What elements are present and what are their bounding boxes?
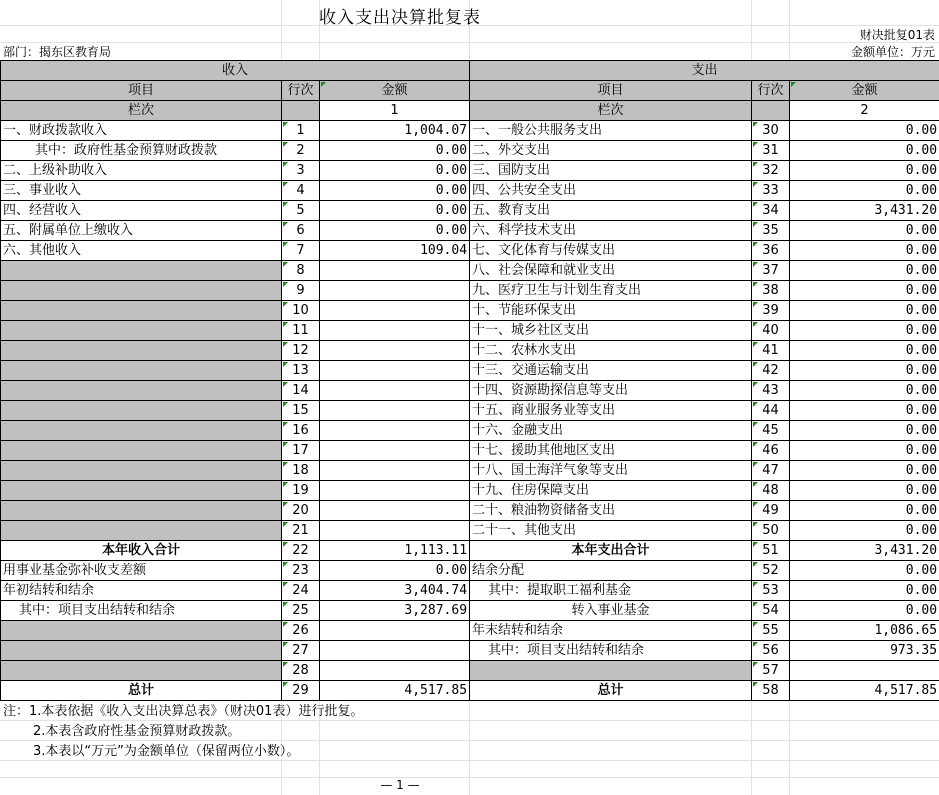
income-amount-cell — [320, 621, 470, 641]
income-amount-cell: 1,113.11 — [320, 541, 470, 561]
income-line-cell: 12 — [282, 341, 320, 361]
income-item-cell — [1, 461, 282, 481]
expense-line-cell: 35 — [752, 221, 790, 241]
expense-item-cell: 五、教育支出 — [470, 201, 752, 221]
expense-line-cell: 32 — [752, 161, 790, 181]
table-row — [1, 601, 939, 621]
expense-amount-cell: 0.00 — [790, 181, 939, 201]
table-row — [1, 541, 939, 561]
expense-line-cell: 47 — [752, 461, 790, 481]
expense-line-cell: 50 — [752, 521, 790, 541]
table-row — [1, 181, 939, 201]
income-amount-cell: 4,517.85 — [320, 681, 470, 701]
income-item-cell: 本年收入合计 — [1, 541, 282, 561]
expense-item-cell: 十、节能环保支出 — [470, 301, 752, 321]
expense-item-cell: 十三、交通运输支出 — [470, 361, 752, 381]
income-amount-cell: 3,287.69 — [320, 601, 470, 621]
report-title: 收入支出决算批复表 — [319, 8, 481, 28]
table-row — [1, 561, 939, 581]
income-line-cell: 16 — [282, 421, 320, 441]
table-row — [1, 121, 939, 141]
income-line-cell: 7 — [282, 241, 320, 261]
expense-line-cell: 31 — [752, 141, 790, 161]
note-1: 注：1.本表依据《收入支出决算总表》（财决01表）进行批复。 — [3, 704, 364, 719]
income-item-cell: 其中：项目支出结转和结余 — [1, 601, 282, 621]
income-line-cell: 3 — [282, 161, 320, 181]
expense-amount-cell: 0.00 — [790, 461, 939, 481]
income-line-cell: 13 — [282, 361, 320, 381]
income-line-cell: 15 — [282, 401, 320, 421]
expense-amount-cell: 0.00 — [790, 601, 939, 621]
income-amount-cell — [320, 361, 470, 381]
income-item-cell — [1, 281, 282, 301]
income-line-cell: 20 — [282, 501, 320, 521]
expense-line-cell: 46 — [752, 441, 790, 461]
expense-amount-cell: 3,431.20 — [790, 541, 939, 561]
expense-line-cell: 45 — [752, 421, 790, 441]
table-row — [1, 221, 939, 241]
income-line-cell: 25 — [282, 601, 320, 621]
table-row — [1, 261, 939, 281]
income-line-cell: 22 — [282, 541, 320, 561]
table-row — [1, 661, 939, 681]
income-line-cell: 19 — [282, 481, 320, 501]
expense-item-cell: 三、国防支出 — [470, 161, 752, 181]
expense-line-cell: 41 — [752, 341, 790, 361]
expense-item-cell: 结余分配 — [470, 561, 752, 581]
expense-line-cell: 40 — [752, 321, 790, 341]
income-column-number: 1 — [320, 101, 470, 121]
expense-amount-cell: 0.00 — [790, 561, 939, 581]
income-amount-cell — [320, 341, 470, 361]
expense-line-cell: 34 — [752, 201, 790, 221]
expense-amount-cell: 0.00 — [790, 241, 939, 261]
income-column-line-cell — [282, 101, 320, 121]
expense-amount-cell: 0.00 — [790, 141, 939, 161]
expense-item-cell: 二、外交支出 — [470, 141, 752, 161]
expense-amount-cell: 0.00 — [790, 501, 939, 521]
table-row — [1, 461, 939, 481]
income-item-cell: 六、其他收入 — [1, 241, 282, 261]
table-row — [1, 141, 939, 161]
expense-item-cell: 十四、资源勘探信息等支出 — [470, 381, 752, 401]
table-row — [1, 201, 939, 221]
expense-item-cell: 十二、农林水支出 — [470, 341, 752, 361]
expense-item-cell: 一、一般公共服务支出 — [470, 121, 752, 141]
income-line-cell: 29 — [282, 681, 320, 701]
expense-line-cell: 39 — [752, 301, 790, 321]
income-line-cell: 6 — [282, 221, 320, 241]
income-item-cell — [1, 381, 282, 401]
income-item-cell: 年初结转和结余 — [1, 581, 282, 601]
expense-line-cell: 48 — [752, 481, 790, 501]
table-row — [1, 421, 939, 441]
income-amount-cell — [320, 461, 470, 481]
income-line-cell: 5 — [282, 201, 320, 221]
expense-amount-cell: 0.00 — [790, 441, 939, 461]
table-row — [1, 641, 939, 661]
expense-amount-cell: 0.00 — [790, 381, 939, 401]
expense-item-cell: 本年支出合计 — [470, 541, 752, 561]
income-amount-cell: 3,404.74 — [320, 581, 470, 601]
expense-header: 支出 — [470, 61, 939, 81]
income-line-cell: 4 — [282, 181, 320, 201]
income-amount-cell — [320, 401, 470, 421]
expense-line-cell: 56 — [752, 641, 790, 661]
table-row — [1, 281, 939, 301]
income-item-cell — [1, 501, 282, 521]
expense-item-cell: 四、公共安全支出 — [470, 181, 752, 201]
income-amount-cell — [320, 281, 470, 301]
income-item-cell — [1, 441, 282, 461]
income-amount-cell — [320, 381, 470, 401]
income-item-cell: 其中：政府性基金预算财政拨款 — [1, 141, 282, 161]
income-line-header: 行次 — [282, 81, 320, 101]
income-column-label: 栏次 — [1, 101, 282, 121]
expense-amount-cell: 3,431.20 — [790, 201, 939, 221]
expense-amount-cell: 0.00 — [790, 221, 939, 241]
unit-label: 金额单位：万元 — [850, 45, 935, 59]
expense-item-cell: 十七、援助其他地区支出 — [470, 441, 752, 461]
income-amount-cell: 0.00 — [320, 221, 470, 241]
table-row — [1, 401, 939, 421]
income-line-cell: 1 — [282, 121, 320, 141]
expense-column-number: 2 — [790, 101, 939, 121]
income-amount-cell — [320, 321, 470, 341]
expense-amount-cell: 0.00 — [790, 361, 939, 381]
income-item-cell — [1, 321, 282, 341]
expense-amount-cell: 0.00 — [790, 341, 939, 361]
table-row — [1, 481, 939, 501]
expense-item-cell: 十九、住房保障支出 — [470, 481, 752, 501]
income-line-cell: 10 — [282, 301, 320, 321]
income-item-cell: 三、事业收入 — [1, 181, 282, 201]
expense-line-cell: 37 — [752, 261, 790, 281]
income-amount-cell: 0.00 — [320, 181, 470, 201]
income-line-cell: 21 — [282, 521, 320, 541]
expense-amount-cell: 1,086.65 — [790, 621, 939, 641]
expense-item-cell: 十五、商业服务业等支出 — [470, 401, 752, 421]
income-amount-cell — [320, 261, 470, 281]
income-item-cell — [1, 361, 282, 381]
income-line-cell: 26 — [282, 621, 320, 641]
expense-amount-cell: 973.35 — [790, 641, 939, 661]
expense-amount-cell: 4,517.85 — [790, 681, 939, 701]
expense-line-header: 行次 — [752, 81, 790, 101]
income-amount-cell: 109.04 — [320, 241, 470, 261]
expense-item-cell: 十六、金融支出 — [470, 421, 752, 441]
table-row — [1, 381, 939, 401]
table-row — [1, 441, 939, 461]
expense-item-cell: 二十一、其他支出 — [470, 521, 752, 541]
income-line-cell: 17 — [282, 441, 320, 461]
expense-column-label: 栏次 — [470, 101, 752, 121]
expense-line-cell: 54 — [752, 601, 790, 621]
table-row — [1, 301, 939, 321]
income-item-cell — [1, 421, 282, 441]
table-row — [1, 341, 939, 361]
income-item-cell: 五、附属单位上缴收入 — [1, 221, 282, 241]
income-item-cell: 用事业基金弥补收支差额 — [1, 561, 282, 581]
expense-item-cell: 年末结转和结余 — [470, 621, 752, 641]
table-row — [1, 581, 939, 601]
income-amount-cell — [320, 641, 470, 661]
income-amount-cell — [320, 421, 470, 441]
expense-amount-cell: 0.00 — [790, 161, 939, 181]
expense-line-cell: 42 — [752, 361, 790, 381]
income-amount-cell — [320, 521, 470, 541]
income-item-cell — [1, 481, 282, 501]
income-amount-cell: 1,004.07 — [320, 121, 470, 141]
expense-amount-cell: 0.00 — [790, 521, 939, 541]
income-line-cell: 11 — [282, 321, 320, 341]
income-line-cell: 27 — [282, 641, 320, 661]
income-line-cell: 8 — [282, 261, 320, 281]
income-item-cell — [1, 401, 282, 421]
grid-line — [0, 42, 939, 43]
table-row — [1, 681, 939, 701]
expense-item-cell: 总计 — [470, 681, 752, 701]
income-item-cell: 四、经营收入 — [1, 201, 282, 221]
expense-amount-cell: 0.00 — [790, 421, 939, 441]
page-number: — 1 — — [380, 778, 420, 792]
expense-amount-cell: 0.00 — [790, 281, 939, 301]
expense-item-cell — [470, 661, 752, 681]
income-header: 收入 — [1, 61, 470, 81]
income-line-cell: 18 — [282, 461, 320, 481]
expense-item-cell: 二十、粮油物资储备支出 — [470, 501, 752, 521]
expense-item-cell: 十一、城乡社区支出 — [470, 321, 752, 341]
table-row — [1, 621, 939, 641]
income-item-cell: 一、财政拨款收入 — [1, 121, 282, 141]
table-row — [1, 501, 939, 521]
income-amount-cell — [320, 481, 470, 501]
income-line-cell: 28 — [282, 661, 320, 681]
income-amount-cell: 0.00 — [320, 561, 470, 581]
department-label: 部门：揭东区教育局 — [3, 45, 112, 59]
income-amount-cell — [320, 441, 470, 461]
income-amount-cell: 0.00 — [320, 161, 470, 181]
expense-item-cell: 七、文化体育与传媒支出 — [470, 241, 752, 261]
expense-line-cell: 30 — [752, 121, 790, 141]
income-expense-table — [0, 60, 939, 701]
expense-amount-cell: 0.00 — [790, 581, 939, 601]
income-amount-cell — [320, 301, 470, 321]
income-item-cell — [1, 621, 282, 641]
income-amount-header: 金额 — [320, 81, 470, 101]
income-item-cell: 总计 — [1, 681, 282, 701]
expense-line-cell: 57 — [752, 661, 790, 681]
table-row — [1, 241, 939, 261]
table-row — [1, 361, 939, 381]
income-amount-cell — [320, 501, 470, 521]
expense-line-cell: 58 — [752, 681, 790, 701]
expense-line-cell: 33 — [752, 181, 790, 201]
expense-amount-header: 金额 — [790, 81, 939, 101]
income-amount-cell: 0.00 — [320, 201, 470, 221]
expense-line-cell: 44 — [752, 401, 790, 421]
expense-amount-cell: 0.00 — [790, 321, 939, 341]
table-row — [1, 521, 939, 541]
expense-item-cell: 十八、国土海洋气象等支出 — [470, 461, 752, 481]
expense-amount-cell: 0.00 — [790, 261, 939, 281]
expense-amount-cell: 0.00 — [790, 121, 939, 141]
income-item-cell: 二、上级补助收入 — [1, 161, 282, 181]
expense-amount-cell: 0.00 — [790, 401, 939, 421]
expense-amount-cell: 0.00 — [790, 481, 939, 501]
income-item-cell — [1, 301, 282, 321]
income-line-cell: 9 — [282, 281, 320, 301]
income-line-cell: 2 — [282, 141, 320, 161]
expense-line-cell: 43 — [752, 381, 790, 401]
income-item-cell — [1, 341, 282, 361]
expense-item-cell: 六、科学技术支出 — [470, 221, 752, 241]
expense-item-cell: 九、医疗卫生与计划生育支出 — [470, 281, 752, 301]
expense-item-cell: 其中：提取职工福利基金 — [470, 581, 752, 601]
note-2: 2.本表含政府性基金预算财政拨款。 — [33, 724, 241, 739]
expense-line-cell: 38 — [752, 281, 790, 301]
expense-line-cell: 51 — [752, 541, 790, 561]
expense-item-cell: 转入事业基金 — [470, 601, 752, 621]
expense-item-cell: 八、社会保障和就业支出 — [470, 261, 752, 281]
expense-column-line-cell — [752, 101, 790, 121]
expense-line-cell: 49 — [752, 501, 790, 521]
form-code: 财决批复01表 — [859, 28, 935, 42]
table-row — [1, 161, 939, 181]
expense-line-cell: 55 — [752, 621, 790, 641]
income-item-cell — [1, 521, 282, 541]
income-amount-cell — [320, 661, 470, 681]
table-row — [1, 321, 939, 341]
income-item-cell — [1, 641, 282, 661]
expense-item-header: 项目 — [470, 81, 752, 101]
income-item-cell — [1, 261, 282, 281]
expense-line-cell: 52 — [752, 561, 790, 581]
expense-item-cell: 其中：项目支出结转和结余 — [470, 641, 752, 661]
expense-line-cell: 53 — [752, 581, 790, 601]
income-line-cell: 24 — [282, 581, 320, 601]
income-line-cell: 14 — [282, 381, 320, 401]
income-line-cell: 23 — [282, 561, 320, 581]
notes — [3, 702, 363, 762]
expense-amount-cell: 0.00 — [790, 301, 939, 321]
expense-line-cell: 36 — [752, 241, 790, 261]
expense-amount-cell — [790, 661, 939, 681]
income-item-cell — [1, 661, 282, 681]
note-3: 3.本表以“万元”为金额单位（保留两位小数）。 — [33, 744, 300, 759]
income-amount-cell: 0.00 — [320, 141, 470, 161]
income-item-header: 项目 — [1, 81, 282, 101]
